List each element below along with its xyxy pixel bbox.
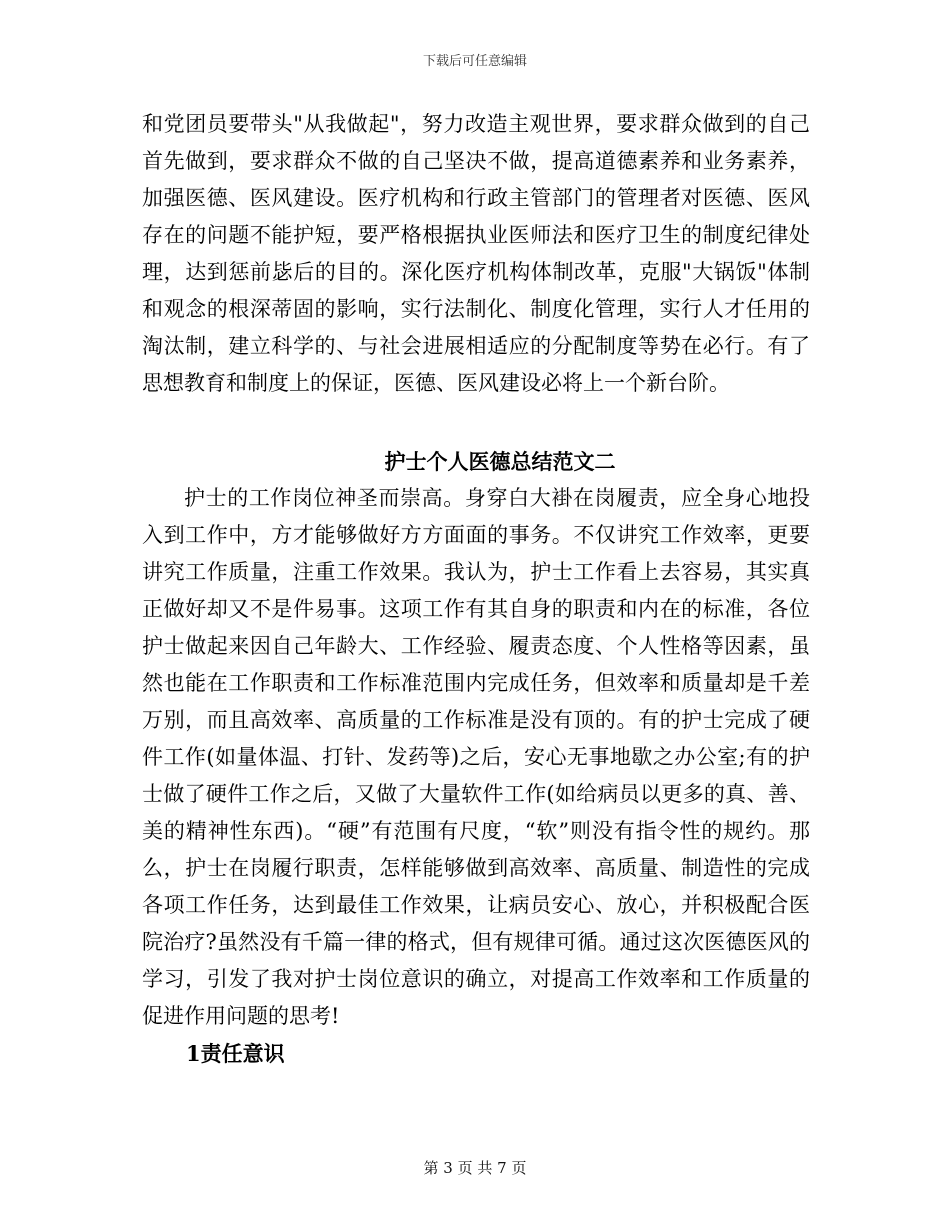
- page-number-footer: 第 3 页 共 7 页: [423, 1159, 527, 1177]
- body-paragraph-1: 和党团员要带头"从我做起"，努力改造主观世界，要求群众做到的自己首先做到，要求群众不做的自己坚决不做，提高道德素养和业务素养，加强医德、医风建设。医疗机构和行政主管部门的管理者对医德、医风存在的问题不能护短，要严格根据执业医师法和医疗卫生的制度纪律处理，达到惩前毖后的目的。深化医疗机构体制改革，克服"大锅饭"体制和观念的根深蒂固的影响，实行法制化、制度化管理，实行人才任用的淘汰制，建立科学的、与社会进展相适应的分配制度等势在必行。有了思想教育和制度上的保证，医德、医风建设必将上一个新台阶。: [142, 112, 810, 395]
- page-header-note: 下载后可任意编辑: [422, 54, 527, 69]
- body-paragraph-2: 护士的工作岗位神圣而崇高。身穿白大褂在岗履责，应全身心地投入到工作中，方才能够做好方方面面的事务。不仅讲究工作效率，更要讲究工作质量，注重工作效果。我认为，护士工作看上去容易，其实真正做好却又不是件易事。这项工作有其自身的职责和内在的标准，各位护士做起来因自己年龄大、工作经验、履责态度、个人性格等因素，虽然也能在工作职责和工作标准范围内完成任务，但效率和质量却是千差万别，而且高效率、高质量的工作标准是没有顶的。有的护士完成了硬件工作(如量体温、打针、发药等)之后，安心无事地歇之办公室;有的护士做了硬件工作之后，又做了大量软件工作(如给病员以更多的真、善、美的精神性东西)。“硬”有范围有尺度，“软”则没有指令性的规约。那么，护士在岗履行职责，怎样能够做到高效率、高质量、制造性的完成各项工作任务，达到最佳工作效果，让病员安心、放心，并积极配合医院治疗?虽然没有千篇一律的格式，但有规律可循。通过这次医德医风的学习，引发了我对护士岗位意识的确立，对提高工作效率和工作质量的促进作用问题的思考!: [142, 486, 810, 1028]
- subheading-responsibility: 1责任意识: [186, 1041, 285, 1066]
- section-title: 护士个人医德总结范文二: [384, 449, 616, 474]
